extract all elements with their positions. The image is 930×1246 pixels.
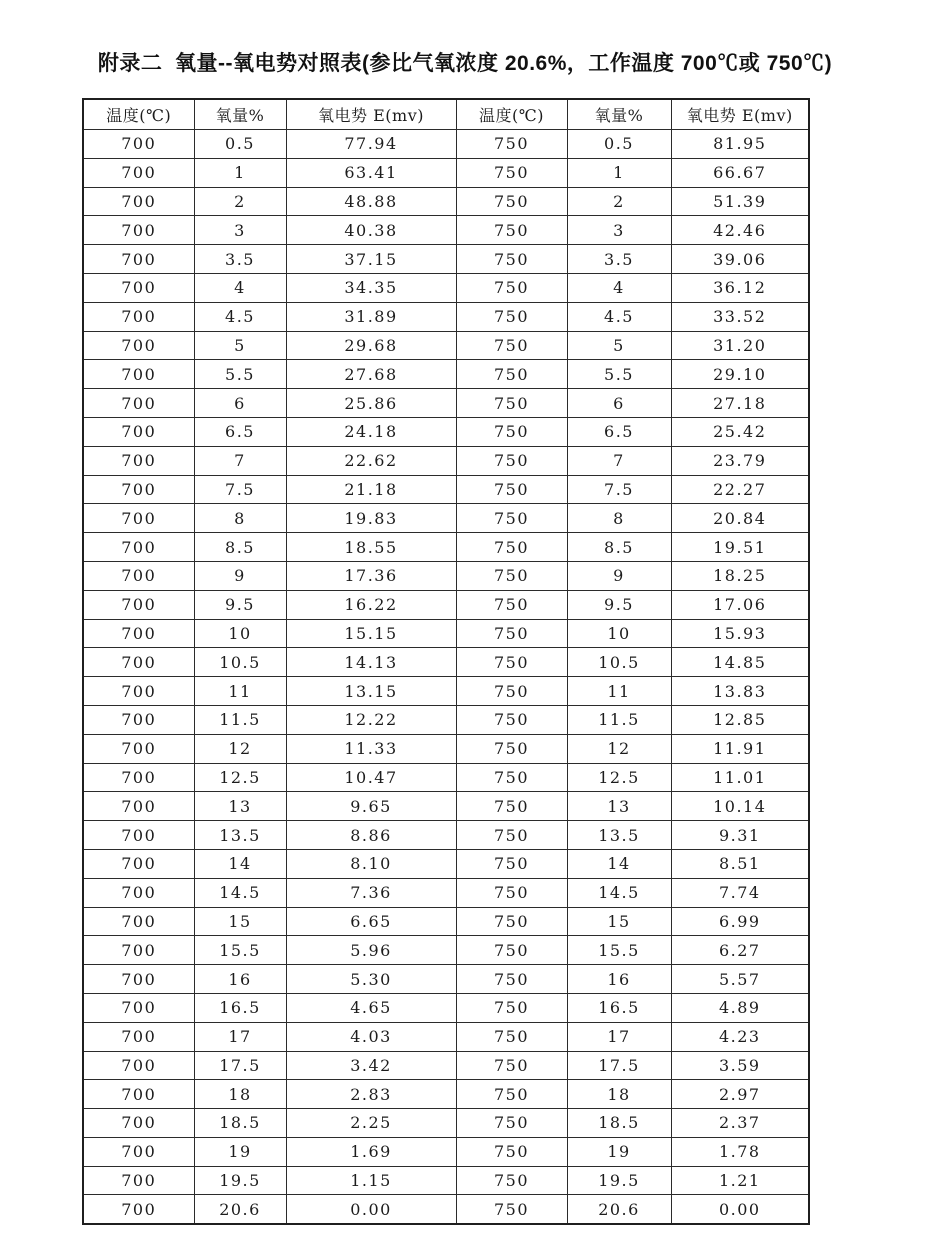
cell-temperature-750: 750 xyxy=(456,763,567,792)
cell-temperature-700: 700 xyxy=(83,1137,194,1166)
cell-oxygen-percent-700: 11 xyxy=(194,677,286,706)
cell-temperature-750: 750 xyxy=(456,446,567,475)
cell-temperature-750: 750 xyxy=(456,273,567,302)
cell-temperature-750: 750 xyxy=(456,993,567,1022)
cell-potential-750: 3.59 xyxy=(671,1051,809,1080)
cell-potential-700: 31.89 xyxy=(286,302,456,331)
page-title: 附录二 氧量--氧电势对照表(参比气氧浓度 20.6%，工作温度 700℃或 750℃) xyxy=(97,52,833,75)
cell-potential-700: 4.03 xyxy=(286,1022,456,1051)
cell-potential-700: 11.33 xyxy=(286,734,456,763)
cell-temperature-750: 750 xyxy=(456,878,567,907)
cell-potential-750: 11.91 xyxy=(671,734,809,763)
cell-temperature-750: 750 xyxy=(456,849,567,878)
cell-oxygen-percent-750: 15 xyxy=(567,907,671,936)
table-row xyxy=(83,130,809,159)
table-row xyxy=(83,1137,809,1166)
cell-potential-750: 19.51 xyxy=(671,533,809,562)
cell-temperature-750: 750 xyxy=(456,130,567,159)
cell-oxygen-percent-700: 18.5 xyxy=(194,1109,286,1138)
cell-oxygen-percent-750: 17.5 xyxy=(567,1051,671,1080)
cell-oxygen-percent-750: 6.5 xyxy=(567,417,671,446)
cell-temperature-700: 700 xyxy=(83,965,194,994)
cell-temperature-700: 700 xyxy=(83,1109,194,1138)
cell-potential-700: 40.38 xyxy=(286,216,456,245)
cell-temperature-700: 700 xyxy=(83,705,194,734)
cell-potential-750: 11.01 xyxy=(671,763,809,792)
cell-oxygen-percent-700: 17.5 xyxy=(194,1051,286,1080)
cell-temperature-700: 700 xyxy=(83,504,194,533)
cell-temperature-700: 700 xyxy=(83,331,194,360)
table-row xyxy=(83,302,809,331)
table-row xyxy=(83,1195,809,1224)
table-row xyxy=(83,417,809,446)
cell-oxygen-percent-750: 16 xyxy=(567,965,671,994)
cell-temperature-700: 700 xyxy=(83,302,194,331)
cell-potential-700: 27.68 xyxy=(286,360,456,389)
cell-temperature-750: 750 xyxy=(456,389,567,418)
cell-temperature-750: 750 xyxy=(456,360,567,389)
cell-temperature-700: 700 xyxy=(83,936,194,965)
cell-potential-750: 9.31 xyxy=(671,821,809,850)
cell-temperature-750: 750 xyxy=(456,1051,567,1080)
table-row xyxy=(83,734,809,763)
cell-potential-700: 34.35 xyxy=(286,273,456,302)
cell-potential-750: 42.46 xyxy=(671,216,809,245)
table-row xyxy=(83,216,809,245)
cell-temperature-700: 700 xyxy=(83,993,194,1022)
cell-potential-700: 19.83 xyxy=(286,504,456,533)
table-row xyxy=(83,1080,809,1109)
cell-oxygen-percent-700: 7.5 xyxy=(194,475,286,504)
cell-oxygen-percent-700: 0.5 xyxy=(194,130,286,159)
cell-temperature-700: 700 xyxy=(83,763,194,792)
table-row xyxy=(83,763,809,792)
cell-potential-700: 2.25 xyxy=(286,1109,456,1138)
cell-temperature-750: 750 xyxy=(456,331,567,360)
table-row xyxy=(83,533,809,562)
cell-temperature-700: 700 xyxy=(83,216,194,245)
cell-temperature-700: 700 xyxy=(83,619,194,648)
cell-oxygen-percent-700: 1 xyxy=(194,158,286,187)
cell-oxygen-percent-700: 14 xyxy=(194,849,286,878)
cell-potential-750: 33.52 xyxy=(671,302,809,331)
cell-potential-700: 25.86 xyxy=(286,389,456,418)
cell-potential-700: 17.36 xyxy=(286,561,456,590)
cell-temperature-700: 700 xyxy=(83,1051,194,1080)
cell-temperature-750: 750 xyxy=(456,1022,567,1051)
cell-potential-750: 1.78 xyxy=(671,1137,809,1166)
table-row xyxy=(83,561,809,590)
cell-oxygen-percent-750: 10.5 xyxy=(567,648,671,677)
cell-oxygen-percent-700: 13.5 xyxy=(194,821,286,850)
cell-oxygen-percent-750: 2 xyxy=(567,187,671,216)
cell-oxygen-percent-700: 13 xyxy=(194,792,286,821)
table-row xyxy=(83,389,809,418)
table-row xyxy=(83,648,809,677)
cell-temperature-750: 750 xyxy=(456,648,567,677)
table-row xyxy=(83,878,809,907)
cell-potential-700: 48.88 xyxy=(286,187,456,216)
table-row xyxy=(83,446,809,475)
cell-temperature-750: 750 xyxy=(456,792,567,821)
cell-oxygen-percent-750: 14.5 xyxy=(567,878,671,907)
cell-potential-750: 4.89 xyxy=(671,993,809,1022)
cell-oxygen-percent-750: 18 xyxy=(567,1080,671,1109)
cell-temperature-700: 700 xyxy=(83,475,194,504)
cell-temperature-700: 700 xyxy=(83,907,194,936)
cell-temperature-750: 750 xyxy=(456,187,567,216)
cell-oxygen-percent-750: 7 xyxy=(567,446,671,475)
cell-temperature-700: 700 xyxy=(83,590,194,619)
column-header-oxygen-percent-750: 氧量% xyxy=(567,99,671,130)
cell-temperature-700: 700 xyxy=(83,1080,194,1109)
cell-potential-700: 24.18 xyxy=(286,417,456,446)
cell-oxygen-percent-700: 9.5 xyxy=(194,590,286,619)
cell-temperature-700: 700 xyxy=(83,389,194,418)
cell-oxygen-percent-750: 12 xyxy=(567,734,671,763)
cell-temperature-700: 700 xyxy=(83,446,194,475)
table-row xyxy=(83,705,809,734)
cell-oxygen-percent-750: 13.5 xyxy=(567,821,671,850)
cell-oxygen-percent-700: 12 xyxy=(194,734,286,763)
cell-potential-750: 15.93 xyxy=(671,619,809,648)
cell-oxygen-percent-700: 8 xyxy=(194,504,286,533)
cell-oxygen-percent-700: 19 xyxy=(194,1137,286,1166)
cell-temperature-700: 700 xyxy=(83,360,194,389)
cell-temperature-750: 750 xyxy=(456,734,567,763)
table-row xyxy=(83,245,809,274)
cell-oxygen-percent-750: 5 xyxy=(567,331,671,360)
cell-potential-750: 1.21 xyxy=(671,1166,809,1195)
cell-oxygen-percent-750: 19.5 xyxy=(567,1166,671,1195)
cell-potential-700: 0.00 xyxy=(286,1195,456,1224)
cell-oxygen-percent-750: 9 xyxy=(567,561,671,590)
cell-temperature-750: 750 xyxy=(456,677,567,706)
cell-temperature-750: 750 xyxy=(456,936,567,965)
cell-potential-750: 0.00 xyxy=(671,1195,809,1224)
cell-oxygen-percent-700: 6.5 xyxy=(194,417,286,446)
table-row xyxy=(83,1022,809,1051)
cell-temperature-750: 750 xyxy=(456,619,567,648)
cell-potential-750: 66.67 xyxy=(671,158,809,187)
cell-oxygen-percent-750: 12.5 xyxy=(567,763,671,792)
cell-oxygen-percent-750: 3.5 xyxy=(567,245,671,274)
cell-oxygen-percent-750: 1 xyxy=(567,158,671,187)
cell-potential-700: 77.94 xyxy=(286,130,456,159)
cell-oxygen-percent-700: 11.5 xyxy=(194,705,286,734)
cell-oxygen-percent-700: 14.5 xyxy=(194,878,286,907)
cell-potential-750: 8.51 xyxy=(671,849,809,878)
cell-potential-700: 22.62 xyxy=(286,446,456,475)
cell-oxygen-percent-700: 3 xyxy=(194,216,286,245)
cell-oxygen-percent-700: 8.5 xyxy=(194,533,286,562)
cell-potential-700: 5.96 xyxy=(286,936,456,965)
cell-potential-750: 27.18 xyxy=(671,389,809,418)
cell-oxygen-percent-750: 5.5 xyxy=(567,360,671,389)
column-header-potential-750: 氧电势 E(mv) xyxy=(671,99,809,130)
cell-temperature-750: 750 xyxy=(456,1137,567,1166)
cell-temperature-750: 750 xyxy=(456,1109,567,1138)
cell-potential-750: 10.14 xyxy=(671,792,809,821)
cell-oxygen-percent-700: 12.5 xyxy=(194,763,286,792)
table-row xyxy=(83,993,809,1022)
cell-temperature-700: 700 xyxy=(83,533,194,562)
cell-potential-700: 29.68 xyxy=(286,331,456,360)
table-row xyxy=(83,273,809,302)
cell-temperature-750: 750 xyxy=(456,907,567,936)
cell-potential-750: 23.79 xyxy=(671,446,809,475)
cell-potential-750: 25.42 xyxy=(671,417,809,446)
cell-oxygen-percent-750: 13 xyxy=(567,792,671,821)
cell-potential-700: 15.15 xyxy=(286,619,456,648)
cell-potential-750: 81.95 xyxy=(671,130,809,159)
cell-potential-750: 4.23 xyxy=(671,1022,809,1051)
table-row xyxy=(83,907,809,936)
cell-oxygen-percent-750: 8 xyxy=(567,504,671,533)
cell-potential-750: 7.74 xyxy=(671,878,809,907)
cell-oxygen-percent-750: 8.5 xyxy=(567,533,671,562)
column-header-potential-700: 氧电势 E(mv) xyxy=(286,99,456,130)
cell-temperature-700: 700 xyxy=(83,1195,194,1224)
cell-oxygen-percent-750: 18.5 xyxy=(567,1109,671,1138)
cell-oxygen-percent-700: 10 xyxy=(194,619,286,648)
cell-oxygen-percent-750: 11.5 xyxy=(567,705,671,734)
cell-oxygen-percent-700: 4 xyxy=(194,273,286,302)
cell-potential-750: 13.83 xyxy=(671,677,809,706)
cell-potential-750: 12.85 xyxy=(671,705,809,734)
cell-potential-700: 5.30 xyxy=(286,965,456,994)
table-row xyxy=(83,504,809,533)
cell-temperature-750: 750 xyxy=(456,216,567,245)
table-row xyxy=(83,1051,809,1080)
cell-temperature-700: 700 xyxy=(83,648,194,677)
cell-temperature-750: 750 xyxy=(456,302,567,331)
table-row xyxy=(83,360,809,389)
cell-potential-700: 18.55 xyxy=(286,533,456,562)
cell-potential-700: 13.15 xyxy=(286,677,456,706)
cell-oxygen-percent-700: 5.5 xyxy=(194,360,286,389)
table-row xyxy=(83,158,809,187)
cell-potential-750: 51.39 xyxy=(671,187,809,216)
table-row xyxy=(83,821,809,850)
cell-oxygen-percent-750: 7.5 xyxy=(567,475,671,504)
cell-oxygen-percent-700: 15 xyxy=(194,907,286,936)
table-body xyxy=(83,130,809,1225)
cell-oxygen-percent-700: 6 xyxy=(194,389,286,418)
cell-potential-750: 17.06 xyxy=(671,590,809,619)
cell-temperature-750: 750 xyxy=(456,533,567,562)
cell-oxygen-percent-750: 9.5 xyxy=(567,590,671,619)
cell-temperature-750: 750 xyxy=(456,1166,567,1195)
cell-potential-700: 7.36 xyxy=(286,878,456,907)
cell-temperature-700: 700 xyxy=(83,273,194,302)
header-row xyxy=(83,99,809,130)
cell-temperature-700: 700 xyxy=(83,417,194,446)
table-row xyxy=(83,1166,809,1195)
cell-potential-750: 2.37 xyxy=(671,1109,809,1138)
cell-potential-700: 10.47 xyxy=(286,763,456,792)
oxygen-potential-table xyxy=(82,98,810,1225)
cell-potential-750: 39.06 xyxy=(671,245,809,274)
cell-oxygen-percent-750: 16.5 xyxy=(567,993,671,1022)
cell-temperature-700: 700 xyxy=(83,1166,194,1195)
cell-oxygen-percent-700: 7 xyxy=(194,446,286,475)
cell-oxygen-percent-750: 3 xyxy=(567,216,671,245)
table-row xyxy=(83,187,809,216)
cell-temperature-750: 750 xyxy=(456,475,567,504)
cell-temperature-750: 750 xyxy=(456,504,567,533)
cell-oxygen-percent-750: 11 xyxy=(567,677,671,706)
table-row xyxy=(83,619,809,648)
cell-potential-750: 31.20 xyxy=(671,331,809,360)
cell-temperature-750: 750 xyxy=(456,590,567,619)
cell-oxygen-percent-700: 5 xyxy=(194,331,286,360)
cell-temperature-750: 750 xyxy=(456,1195,567,1224)
cell-oxygen-percent-750: 6 xyxy=(567,389,671,418)
cell-temperature-750: 750 xyxy=(456,821,567,850)
cell-temperature-700: 700 xyxy=(83,849,194,878)
cell-potential-700: 1.15 xyxy=(286,1166,456,1195)
cell-oxygen-percent-700: 10.5 xyxy=(194,648,286,677)
cell-potential-750: 5.57 xyxy=(671,965,809,994)
column-header-temperature-700: 温度(℃) xyxy=(83,99,194,130)
cell-potential-700: 21.18 xyxy=(286,475,456,504)
cell-potential-700: 8.86 xyxy=(286,821,456,850)
cell-temperature-700: 700 xyxy=(83,130,194,159)
cell-oxygen-percent-700: 4.5 xyxy=(194,302,286,331)
cell-oxygen-percent-700: 17 xyxy=(194,1022,286,1051)
cell-potential-700: 12.22 xyxy=(286,705,456,734)
cell-oxygen-percent-750: 10 xyxy=(567,619,671,648)
cell-potential-750: 36.12 xyxy=(671,273,809,302)
cell-oxygen-percent-700: 3.5 xyxy=(194,245,286,274)
cell-potential-700: 63.41 xyxy=(286,158,456,187)
cell-oxygen-percent-750: 17 xyxy=(567,1022,671,1051)
cell-temperature-750: 750 xyxy=(456,705,567,734)
cell-oxygen-percent-700: 18 xyxy=(194,1080,286,1109)
cell-temperature-750: 750 xyxy=(456,1080,567,1109)
cell-oxygen-percent-700: 9 xyxy=(194,561,286,590)
cell-potential-700: 2.83 xyxy=(286,1080,456,1109)
cell-temperature-700: 700 xyxy=(83,187,194,216)
cell-temperature-750: 750 xyxy=(456,158,567,187)
column-header-oxygen-percent-700: 氧量% xyxy=(194,99,286,130)
cell-potential-700: 9.65 xyxy=(286,792,456,821)
cell-temperature-700: 700 xyxy=(83,158,194,187)
cell-potential-700: 1.69 xyxy=(286,1137,456,1166)
table-row xyxy=(83,936,809,965)
cell-potential-750: 22.27 xyxy=(671,475,809,504)
cell-potential-700: 37.15 xyxy=(286,245,456,274)
cell-potential-750: 6.27 xyxy=(671,936,809,965)
table-row xyxy=(83,475,809,504)
cell-oxygen-percent-700: 16.5 xyxy=(194,993,286,1022)
cell-temperature-750: 750 xyxy=(456,561,567,590)
cell-temperature-750: 750 xyxy=(456,245,567,274)
cell-oxygen-percent-750: 20.6 xyxy=(567,1195,671,1224)
cell-temperature-700: 700 xyxy=(83,561,194,590)
cell-oxygen-percent-750: 19 xyxy=(567,1137,671,1166)
cell-potential-750: 14.85 xyxy=(671,648,809,677)
cell-potential-700: 3.42 xyxy=(286,1051,456,1080)
cell-temperature-700: 700 xyxy=(83,734,194,763)
cell-oxygen-percent-700: 15.5 xyxy=(194,936,286,965)
cell-temperature-700: 700 xyxy=(83,1022,194,1051)
cell-oxygen-percent-700: 19.5 xyxy=(194,1166,286,1195)
table-row xyxy=(83,331,809,360)
cell-potential-750: 20.84 xyxy=(671,504,809,533)
table-row xyxy=(83,849,809,878)
cell-oxygen-percent-750: 15.5 xyxy=(567,936,671,965)
cell-oxygen-percent-750: 14 xyxy=(567,849,671,878)
table-row xyxy=(83,677,809,706)
column-header-temperature-750: 温度(℃) xyxy=(456,99,567,130)
cell-potential-700: 6.65 xyxy=(286,907,456,936)
cell-temperature-700: 700 xyxy=(83,878,194,907)
cell-temperature-700: 700 xyxy=(83,792,194,821)
cell-temperature-700: 700 xyxy=(83,245,194,274)
cell-oxygen-percent-750: 4.5 xyxy=(567,302,671,331)
table-row xyxy=(83,792,809,821)
cell-potential-750: 18.25 xyxy=(671,561,809,590)
cell-temperature-700: 700 xyxy=(83,821,194,850)
cell-potential-700: 4.65 xyxy=(286,993,456,1022)
cell-oxygen-percent-700: 2 xyxy=(194,187,286,216)
cell-potential-700: 8.10 xyxy=(286,849,456,878)
cell-temperature-750: 750 xyxy=(456,417,567,446)
cell-potential-750: 29.10 xyxy=(671,360,809,389)
cell-potential-750: 6.99 xyxy=(671,907,809,936)
cell-potential-750: 2.97 xyxy=(671,1080,809,1109)
cell-oxygen-percent-700: 16 xyxy=(194,965,286,994)
cell-temperature-750: 750 xyxy=(456,965,567,994)
cell-oxygen-percent-700: 20.6 xyxy=(194,1195,286,1224)
table-row xyxy=(83,965,809,994)
cell-oxygen-percent-750: 4 xyxy=(567,273,671,302)
cell-potential-700: 16.22 xyxy=(286,590,456,619)
table-row xyxy=(83,1109,809,1138)
cell-temperature-700: 700 xyxy=(83,677,194,706)
cell-oxygen-percent-750: 0.5 xyxy=(567,130,671,159)
cell-potential-700: 14.13 xyxy=(286,648,456,677)
table-row xyxy=(83,590,809,619)
